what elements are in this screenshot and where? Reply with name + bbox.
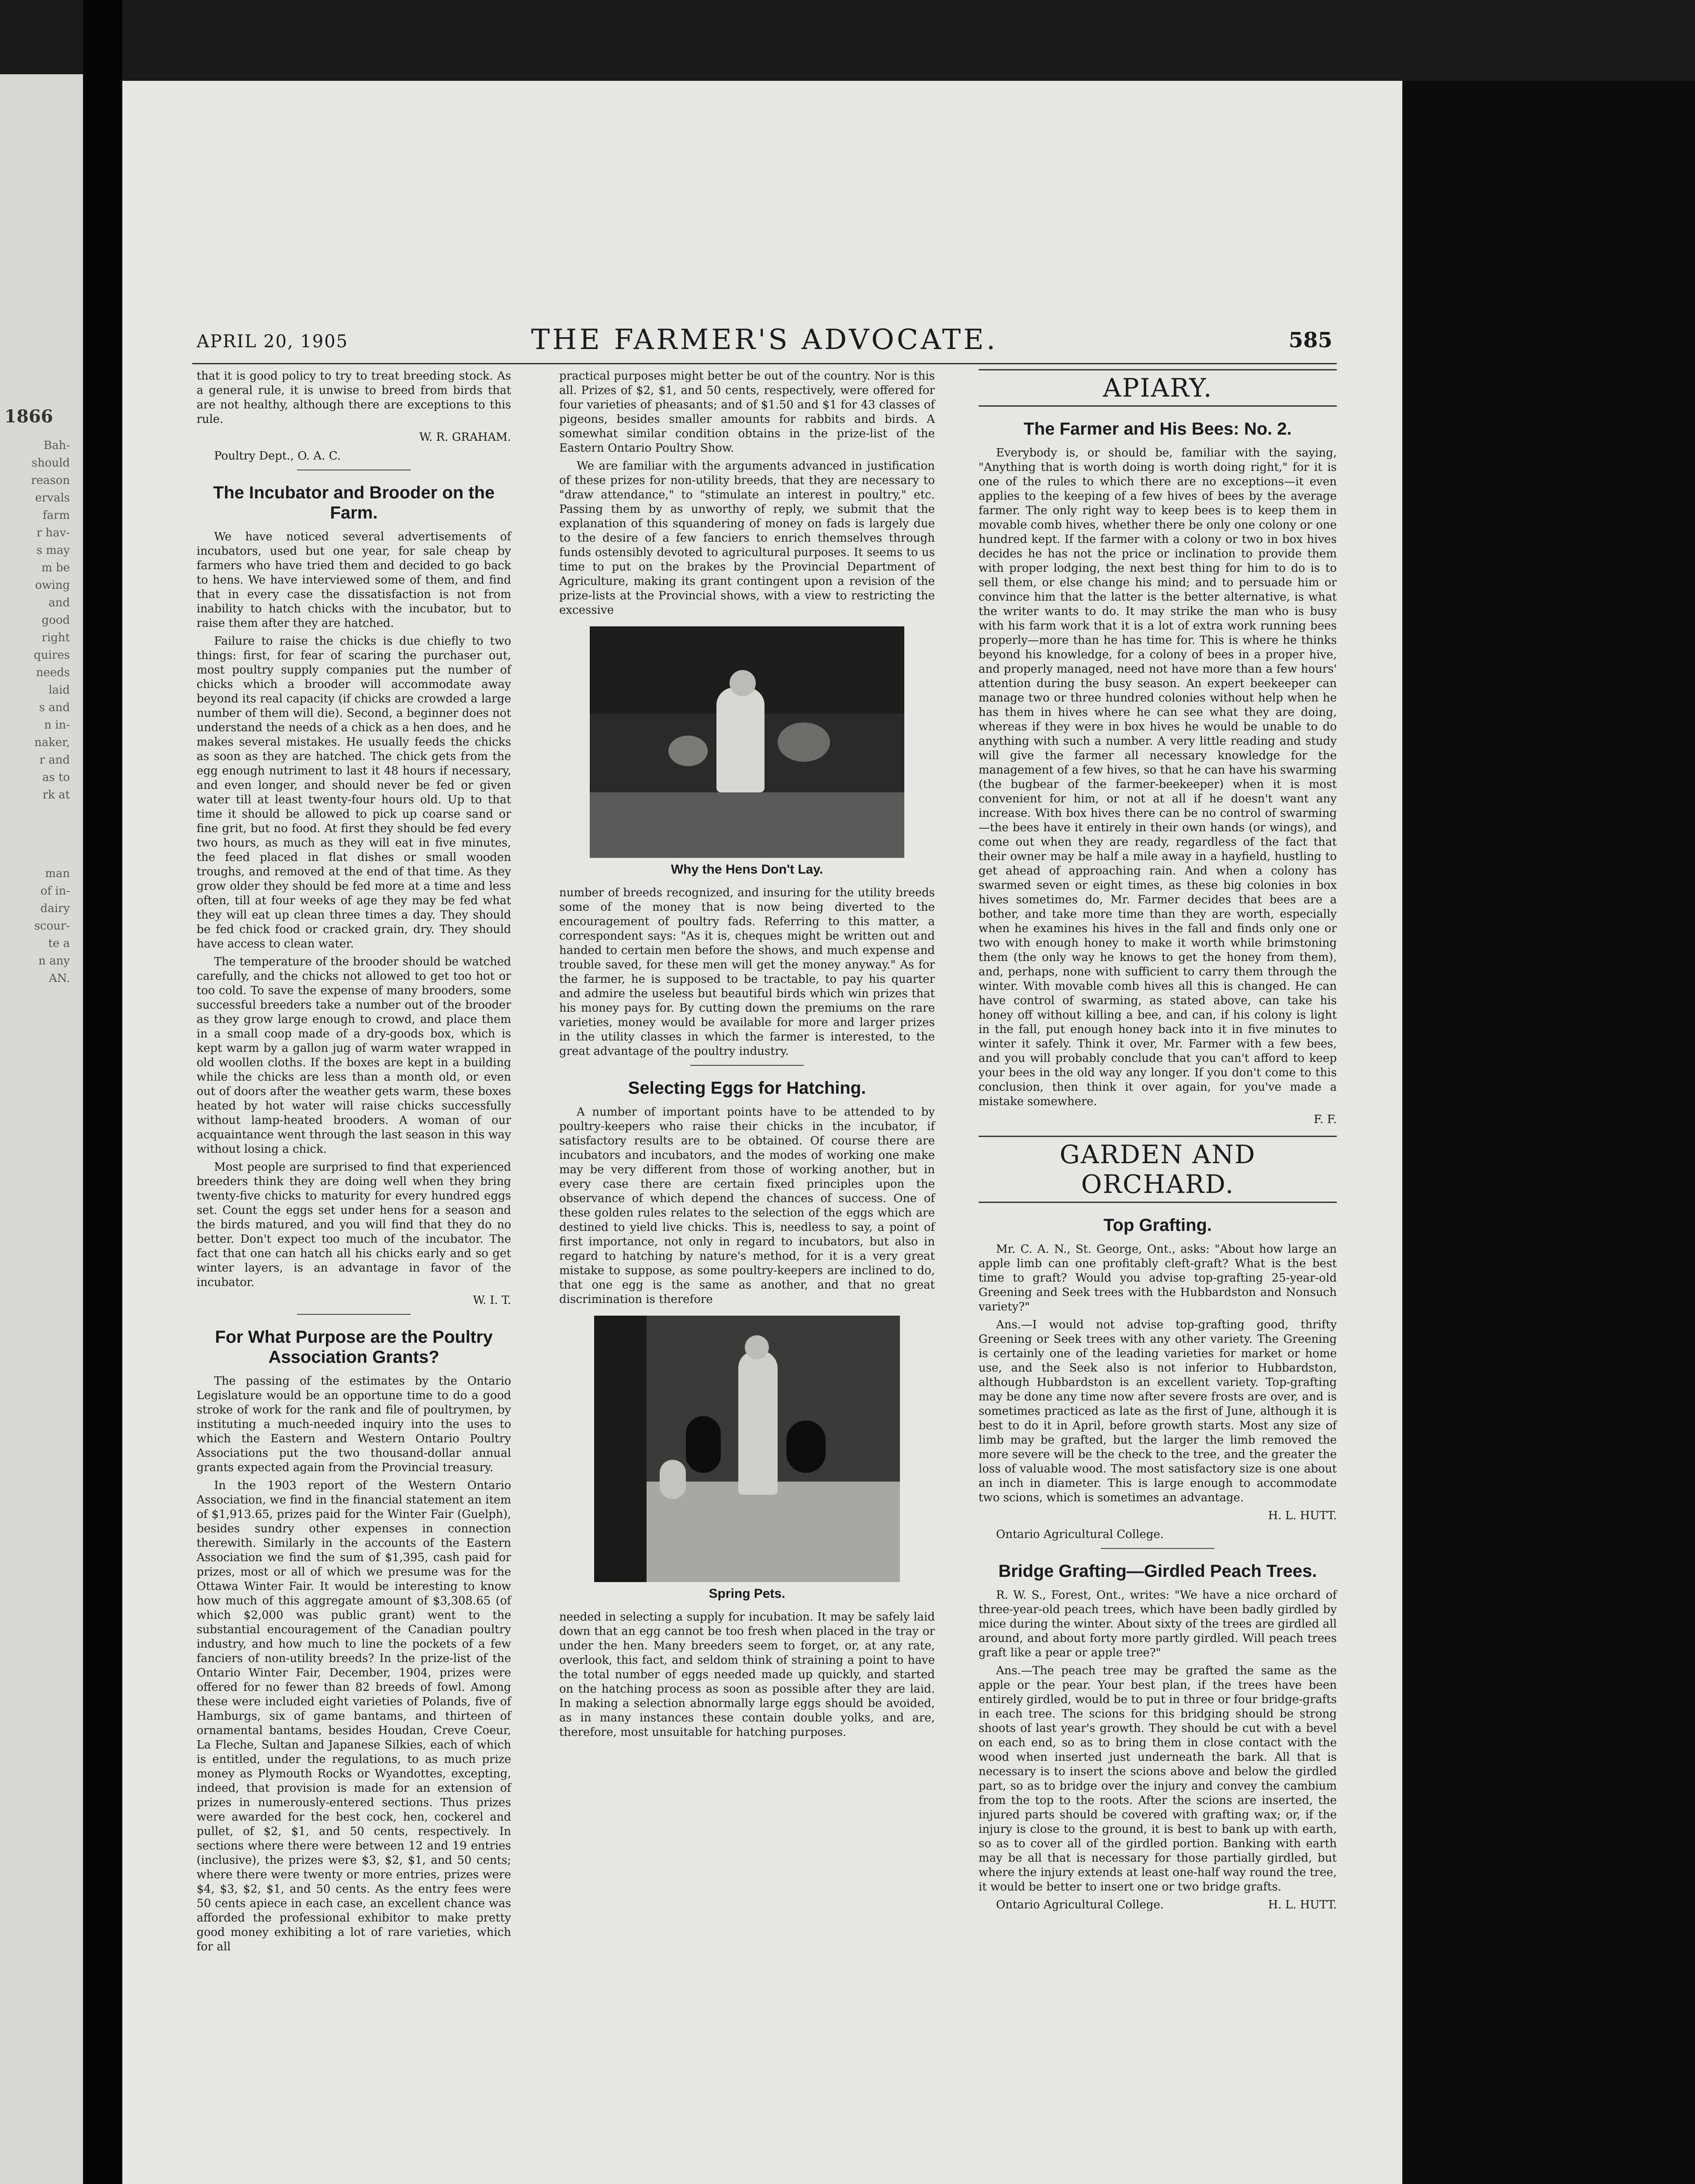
previous-page-text: AN.: [48, 972, 70, 985]
article-paragraph: In the 1903 report of the Western Ontario Association, we find in the financial statement an item of $1,913.65, prizes paid for the Winter Fair (Guelph), besides sundry other expenses in connection therewith. Similarly in the accounts of the Eastern Association we find the sum of $1,395, cash paid for prizes, most or all of which we presume was for the Ottawa Winter Fair. It would be interesting to know how much of this aggregate amount of $3,308.65 (of which $2,000 was public grant) went to the substantial encouragement of the Canadian poultry industry, and how much to line the pockets of a few fanciers of non-utility breeds? In the prize-list of the Ontario Winter Fair, December, 1904, prizes were offered for no fewer than 82 breeds of fowl. Among these were included eight varieties of Polands, five of Hamburgs, six of game bantams, and thirteen of ornamental bantams, besides Houdan, Creve Coeur, La Fleche, Sultan and Japanese Silkies, each of which is entitled, under the regulations, to as much prize money as Plymouth Rocks or Wyandottes, excepting, indeed, that provision is made for an extension of prizes in numerously-entered sections. Thus prizes were awarded for the best cock, hen, cockerel and pullet, of $2, $1, and 50 cents, respectively. In sections where there were between 12 and 19 entries (inclusive), the prizes were $3, $2, $1, and 50 cents; where there were twenty or more entries, prizes were $4, $3, $2, $1, and 50 cents. As the entry fees were 50 cents apiece in each case, an excellent chance was afforded the professional exhibitor to make pretty good money exhibiting a lot of rare varieties, which for all: [197, 1479, 511, 1953]
intro-signature: W. R. GRAHAM.: [419, 431, 511, 444]
previous-page-text: laid: [48, 684, 70, 697]
photo-hens: [590, 626, 904, 858]
previous-page-text: ervals: [35, 491, 70, 505]
previous-page-text: needs: [36, 666, 70, 679]
previous-page-text: of in-: [40, 885, 70, 898]
previous-page-text: should: [31, 456, 70, 470]
intro-dept: Poultry Dept., O. A. C.: [214, 449, 341, 463]
page-header: [192, 321, 1337, 360]
article-paragraph: Mr. C. A. N., St. George, Ont., asks: "About how large an apple limb can one profitably cleft-graft? What is the best time to graft? Would you advise top-grafting 25-year-old Greening and Seek trees with the Hubbardston and Nonsuch variety?": [979, 1243, 1337, 1313]
article-paragraph: Ans.—I would not advise top-grafting good, thrifty Greening or Seek trees with any other variety. The Greening is certainly one of the leading varieties for market or home use, and the Seek also is not inferior to Hubbardston, although Hubbardston is an excellent variety. Top-grafting may be done any time now after severe frosts are over, and is sometimes practiced as late as the first of June, although it is best to do it in April, before growth starts. Most any size of limb may be grafted, but the larger the limb removed the more severe will be the check to the tree, and the greater the loss of valuable wood. The most satisfactory size is one about an inch in diameter. This is large enough to accommodate two scions, which is sometimes an advantage.: [979, 1318, 1337, 1504]
article-title-bridge-grafting: Bridge Grafting—Girdled Peach Trees.: [998, 1562, 1317, 1581]
previous-page-text: te a: [48, 937, 70, 950]
previous-page-text: quires: [34, 649, 70, 662]
previous-page-fragment: [0, 74, 83, 2184]
photo-caption: Why the Hens Don't Lay.: [671, 862, 823, 877]
previous-page-text: n in-: [44, 719, 70, 732]
previous-page-text: rk at: [42, 788, 70, 802]
article-paragraph: The temperature of the brooder should be watched carefully, and the chicks not allowed to get too hot or too cold. To save the expense of many brooders, some successful breeders take a number out of the brooder as they grow large enough to crowd, and place them in a small coop made of a dry-goods box, which is kept warm by a gallon jug of warm water wrapped in old woollen cloths. If the boxes are kept in a building while the chicks are less than a month old, or even out of doors after the weather gets warm, these boxes heated by hot water will raise chicks successfully without lamp-heated brooders. A woman of our acquaintance went through the last season in this way without losing a chick.: [197, 955, 511, 1156]
scan-background: [1402, 81, 1695, 2184]
intro-paragraph: that it is good policy to try to treat breeding stock. As a general rule, it is unwise to breed from birds that are not healthy, although there are exceptions to this rule.: [197, 370, 511, 426]
divider: [690, 1065, 804, 1066]
previous-page-text: scour-: [34, 919, 70, 933]
divider: [1101, 1548, 1214, 1549]
previous-page-text: s and: [39, 701, 70, 714]
previous-page-text: naker,: [34, 736, 70, 749]
column-2: [559, 369, 935, 1743]
article-paragraph: needed in selecting a supply for incubation. It may be safely laid down that an egg cannot be too fresh when placed in the tray or under the hen. Many breeders seem to forget, or, at any rate, overlook, this fact, and seldom think of straining a point to have the total number of eggs needed made up quickly, and started on the hatching process as soon as possible after they are laid. In making a selection abnormally large eggs should be avoided, as in many instances these contain double yolks, and are, therefore, most unsuitable for hatching purposes.: [559, 1610, 935, 1739]
article-signature: W. I. T.: [473, 1294, 511, 1307]
photo-caption: Spring Pets.: [709, 1586, 785, 1601]
article-title-incubator: The Incubator and Brooder on the Farm.: [213, 483, 495, 522]
article-paragraph: number of breeds recognized, and insuring for the utility breeds some of the money that is now being diverted to the encouragement of poultry fads. Referring to this matter, a correspondent says: "As it is, cheques might be written out and handed to certain men before the shows, and much expense and trouble saved, for these men will get the money anyway." As for the farmer, he is supposed to be tractable, to pay his quarter and admire the useless but beautiful birds which win prizes that his money pays for. By cutting down the premiums on the rare varieties, money would be available for more and larger prizes in the utility classes in which the farmer is interested, to the great advantage of the poultry industry.: [559, 886, 935, 1058]
column-3: [979, 369, 1337, 1917]
section-heading-garden: GARDEN AND ORCHARD.: [979, 1136, 1337, 1203]
column-1: [197, 369, 511, 1958]
previous-page-text: and: [48, 596, 70, 609]
previous-page-text: dairy: [40, 902, 70, 915]
article-paragraph: practical purposes might better be out of the country. Nor is this all. Prizes of $2, $1, and 50 cents, respectively, were offered for four varieties of pheasants; and of $1.50 and $1 for 43 classes of pigeons, besides smaller amounts for rabbits and birds. A somewhat similar condition obtains in the prize-list of the Eastern Ontario Poultry Show.: [559, 370, 935, 455]
book-spine: [83, 0, 122, 2184]
article-signature: H. L. HUTT.: [1268, 1898, 1337, 1911]
previous-page-text: n any: [38, 954, 70, 968]
section-heading-apiary: APIARY.: [979, 369, 1337, 407]
article-paragraph: Failure to raise the chicks is due chiefly to two things: first, for fear of scaring the purchaser out, most poultry supply companies put the number of chicks which a brooder will accommodate away beyond its real capacity (if chicks are crowded a large number of them will die). Second, a beginner does not understand the needs of a chick as a hen does, and he makes several mistakes. He usually feeds the chicks as soon as they are hatched. The chick gets from the egg enough nutriment to last it 48 hours if necessary, and even longer, and should never be fed or given water till at least twenty-four hours old. Up to that time it should be allowed to pick up coarse sand or fine grit, but no food. At first they should be fed every two hours, as much as they will eat in five minutes, the feed placed in flat dishes or small wooden troughs, and removed at the end of that time. As they grow older they should be fed more at a time and less often, till at four weeks of age they may be fed what they will eat up clean three times a day. They should be fed chick food or cracked grain, dry. They should have access to clean water.: [197, 635, 511, 950]
article-title-grants: For What Purpose are the Poultry Association Grants?: [215, 1327, 493, 1367]
photo-spring-pets: [594, 1316, 900, 1582]
article-signature: F. F.: [1314, 1113, 1337, 1126]
previous-page-text: owing: [35, 579, 70, 592]
article-paragraph: We have noticed several advertisements of incubators, used but one year, for sale cheap by farmers who have tried them and decided to go back to hens. We have interviewed some of them, and find that in every case the dissatisfaction is not from inability to hatch chicks with the incubator, but to raise them after they are hatched.: [197, 530, 511, 630]
article-paragraph: Everybody is, or should be, familiar with the saying, "Anything that is worth doing is worth doing right," for it is one of the rules to which there are no exceptions—it even applies to the keeping of a few hives of bees by the average farmer. The only right way to keep bees is to keep them in movable comb hives, whether there be only one colony or one hundred kept. If the farmer with a colony or two in box hives decides he has not the price or inclination to provide them with proper lodging, the next best thing for him to do is to sell them, or else change his mind; and to persuade him or convince him that the latter is the better alternative, is what the writer wants to do. It may strike the man who is busy with his farm work that it is a lot of extra work running bees properly—more than he has time for. This is where he thinks beyond his knowledge, for a colony of bees in a proper hive, and properly managed, need not have more than a few hours' attention during the busy season. An expert beekeeper can manage two or three hundred colonies without help when he has them in hives where he can see what they are doing, whereas if they were in box hives he would be unable to do anything with such a number. A very little reading and study will give the farmer all necessary knowledge for the management of a few hives, so that he can have his swarming (the bugbear of the farmer-beekeeper) when it is most convenient for him, or not at all if he doesn't want any increase. With box hives there can be no control of swarming—the bees have it entirely in their own hands (or wings), and come out when they are ready, regardless of the fact that their owner may be half a mile away in a hayfield, hustling to get ahead of approaching rain. And when a colony has swarmed seven or eight times, as these big colonies in box hives sometimes do, Mr. Farmer decides that bees are a bother, and take more time than they are worth, especially when he examines his hives in the fall and finds only one or two with enough honey to make it worth while brimstoning them (the only way he knows to get the honey from them), and, perhaps, none with sufficient to carry them through the winter. With movable comb hives all this is changed. He can have control of swarming, as stated above, can take his honey off without killing a bee, and can, if his colony is light in the fall, put enough honey back into it in five minutes to winter it safely. Think it over, Mr. Farmer with a few bees, and you will probably conclude that you can't afford to keep your bees in the old way any longer. If you don't come to this conclusion, then think it over again, for you've made a mistake somewhere.: [979, 446, 1337, 1108]
article-title-top-grafting: Top Grafting.: [1103, 1216, 1212, 1235]
article-affiliation: Ontario Agricultural College.: [996, 1898, 1164, 1911]
article-paragraph: A number of important points have to be attended to by poultry-keepers who raise their chicks in the incubator, if satisfactory results are to be obtained. Of course there are incubators and incubators, and the modes of working one make may be very different from those of working another, but in every case there are certain fixed principles upon the observance of which depend the chances of success. One of these golden rules relates to the selection of the eggs which are destined to yield live chicks. This is, needless to say, a point of first importance, not only in regard to incubators, but also in regard to hatching by nature's method, for it is a very great mistake to suppose, as some poultry-keepers are inclined to do, that one egg is the same as another, and that no great discrimination is therefore: [559, 1106, 935, 1306]
article-signoff: [979, 1898, 1337, 1912]
article-paragraph: We are familiar with the arguments advanced in justification of these prizes for non-utility breeds, that they are necessary to "draw attendance," to "stimulate an interest in poultry," etc. Passing them by as unworthy of reply, we submit that the explanation of this squandering of money on fads is largely due to the desire of a few fanciers to enrich themselves through funds ostensibly devoted to agricultural purposes. It seems to us time to put on the brakes by the Provincial Department of Agriculture, making its grant contingent upon a revision of the prize-lists at the Provincial shows, with a view to restricting the excessive: [559, 460, 935, 617]
article-title-bees: The Farmer and His Bees: No. 2.: [1024, 419, 1292, 439]
previous-page-text: m be: [42, 561, 70, 574]
newspaper-page: [122, 81, 1402, 2184]
article-title-eggs: Selecting Eggs for Hatching.: [628, 1078, 866, 1098]
divider: [297, 1314, 411, 1315]
header-rule: [192, 363, 1337, 364]
article-affiliation: Ontario Agricultural College.: [996, 1528, 1164, 1541]
article-paragraph: R. W. S., Forest, Ont., writes: "We have a nice orchard of three-year-old peach trees, which have been badly girdled by mice during the winter. About sixty of the trees are girdled all around, and about forty more partly girdled. Will peach trees graft like a pear or apple tree?": [979, 1589, 1337, 1659]
previous-page-text: farm: [42, 509, 70, 522]
previous-page-text: as to: [42, 771, 70, 784]
issue-date: APRIL 20, 1905: [197, 332, 349, 352]
masthead-title: THE FARMER'S ADVOCATE.: [531, 324, 998, 356]
previous-page-text: r hav-: [36, 526, 70, 539]
article-paragraph: Ans.—The peach tree may be grafted the same as the apple or the pear. Your best plan, if the trees have been entirely girdled, would be to put in three or four bridge-grafts in each tree. The scions for this bridging should be strong shoots of last year's growth. They should be cut with a bevel on each end, so as to bring them in close contact with the wood when inserted just underneath the bark. All that is necessary is to insert the scions above and below the girdled part, so as to bridge over the injury and convey the cambium from the top to the roots. After the scions are inserted, the injured parts should be covered with grafting wax; or, if the injury is close to the ground, it is best to bank up with earth, so as to cover all of the girdled portion. Banking with earth may be all that is necessary for those partially girdled, but where the injury extends at least one-half way round the tree, it would be better to insert one or two bridge grafts.: [979, 1664, 1337, 1894]
previous-page-text: man: [45, 867, 70, 880]
previous-page-text: good: [42, 614, 70, 627]
previous-page-text: right: [42, 631, 70, 644]
previous-page-year: 1866: [4, 406, 53, 427]
previous-page-text: r and: [39, 753, 70, 767]
previous-page-text: Bah-: [43, 439, 70, 452]
previous-page-text: s may: [36, 544, 70, 557]
page-number: 585: [1288, 328, 1332, 352]
article-signature: H. L. HUTT.: [1268, 1509, 1337, 1522]
article-paragraph: The passing of the estimates by the Ontario Legislature would be an opportune time to do a good stroke of work for the rank and file of poultrymen, by instituting a much-needed inquiry into the uses to which the Eastern and Western Ontario Poultry Associations put the two thousand-dollar annual grants expected again from the Provincial treasury.: [197, 1375, 511, 1474]
article-paragraph: Most people are surprised to find that experienced breeders think they are doing well when they bring twenty-five chicks to maturity for every hundred eggs set. Count the eggs set under hens for a season and the birds matured, and you will find that they do no better. Don't expect too much of the incubator. The fact that one can hatch all his chicks early and so get winter layers, is an advantage in favor of the incubator.: [197, 1161, 511, 1289]
previous-page-text: reason: [31, 474, 70, 487]
